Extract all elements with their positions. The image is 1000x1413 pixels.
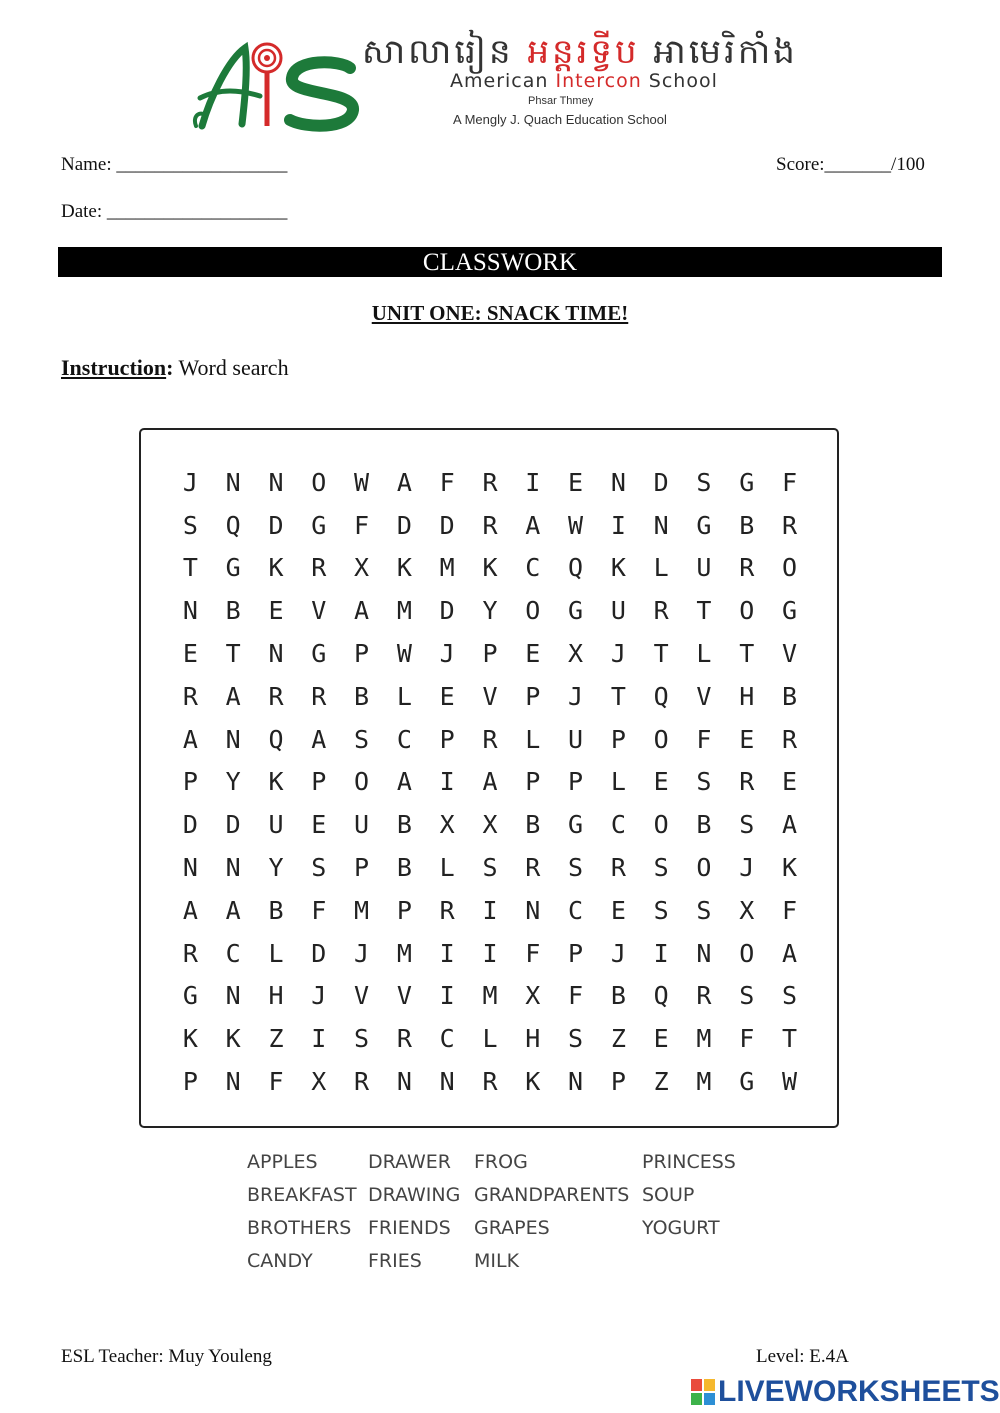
grid-cell[interactable]: S (311, 853, 327, 883)
unit-title: UNIT ONE: SNACK TIME! (371, 301, 629, 325)
grid-cell[interactable]: F (696, 724, 712, 754)
grid-cell[interactable]: G (568, 596, 584, 626)
grid-cell[interactable]: H (739, 681, 755, 711)
grid-cell[interactable]: R (311, 553, 327, 583)
grid-cell[interactable]: P (482, 639, 498, 669)
grid-cell[interactable]: I (439, 938, 455, 968)
grid-cell[interactable]: D (653, 467, 669, 497)
grid-cell[interactable]: R (739, 553, 755, 583)
instruction-text: Word search (173, 355, 289, 380)
grid-cell[interactable]: L (482, 1024, 498, 1054)
grid-cell[interactable]: F (311, 895, 327, 925)
grid-cell[interactable]: W (354, 467, 370, 497)
grid-cell[interactable]: B (610, 981, 626, 1011)
grid-cell[interactable]: B (354, 681, 370, 711)
grid-cell[interactable]: A (782, 938, 798, 968)
grid-cell[interactable]: X (439, 810, 455, 840)
grid-cell[interactable]: K (182, 1024, 198, 1054)
grid-cell[interactable]: N (225, 853, 241, 883)
instruction-label: Instruction (61, 355, 167, 380)
grid-cell[interactable]: I (439, 981, 455, 1011)
grid-cell[interactable]: R (482, 467, 498, 497)
grid-cell[interactable]: O (354, 767, 370, 797)
grid-cell[interactable]: R (311, 681, 327, 711)
grid-cell[interactable]: L (439, 853, 455, 883)
word-search-puzzle (139, 428, 839, 1128)
score-field[interactable]: Score:_______/100 (776, 154, 925, 175)
grid-cell[interactable]: A (182, 895, 198, 925)
grid-cell[interactable]: O (739, 596, 755, 626)
grid-cell[interactable]: S (182, 510, 198, 540)
word-item: GRAPES (474, 1217, 550, 1239)
school-name-english: American Intercon School (450, 70, 718, 92)
grid-cell[interactable]: B (396, 810, 412, 840)
grid-cell[interactable]: I (610, 510, 626, 540)
grid-cell[interactable]: P (182, 1067, 198, 1097)
grid-cell[interactable]: X (311, 1067, 327, 1097)
grid-cell[interactable]: P (525, 767, 541, 797)
grid-cell[interactable]: R (739, 767, 755, 797)
grid-cell[interactable]: N (653, 510, 669, 540)
grid-cell[interactable]: F (439, 467, 455, 497)
grid-cell[interactable]: I (482, 938, 498, 968)
grid-cell[interactable]: N (225, 1067, 241, 1097)
grid-cell[interactable]: U (268, 810, 284, 840)
word-item: CANDY (247, 1250, 313, 1272)
grid-cell[interactable]: A (311, 724, 327, 754)
grid-cell[interactable]: D (268, 510, 284, 540)
grid-cell[interactable]: J (182, 467, 198, 497)
grid-cell[interactable]: A (525, 510, 541, 540)
grid-cell[interactable]: N (225, 981, 241, 1011)
grid-cell[interactable]: D (396, 510, 412, 540)
grid-cell[interactable]: E (739, 724, 755, 754)
grid-cell[interactable]: E (525, 639, 541, 669)
grid-cell[interactable]: C (225, 938, 241, 968)
grid-cell[interactable]: S (782, 981, 798, 1011)
grid-cell[interactable]: Y (482, 596, 498, 626)
grid-cell[interactable]: S (696, 467, 712, 497)
grid-cell[interactable]: R (782, 510, 798, 540)
grid-cell[interactable]: P (568, 767, 584, 797)
grid-cell[interactable]: P (354, 639, 370, 669)
grid-cell[interactable]: N (610, 467, 626, 497)
grid-cell[interactable]: N (182, 853, 198, 883)
grid-cell[interactable]: K (482, 553, 498, 583)
grid-cell[interactable]: H (525, 1024, 541, 1054)
grid-cell[interactable]: C (396, 724, 412, 754)
grid-cell[interactable]: E (182, 639, 198, 669)
word-item: DRAWING (368, 1184, 461, 1206)
grid-cell[interactable]: K (225, 1024, 241, 1054)
grid-cell[interactable]: L (696, 639, 712, 669)
grid-cell[interactable]: P (311, 767, 327, 797)
word-item: FRIENDS (368, 1217, 451, 1239)
grid-cell[interactable]: M (696, 1067, 712, 1097)
grid-cell[interactable]: M (396, 596, 412, 626)
grid-cell[interactable]: E (653, 1024, 669, 1054)
grid-cell[interactable]: N (396, 1067, 412, 1097)
instruction: Instruction: Word search (61, 355, 289, 380)
grid-cell[interactable]: L (653, 553, 669, 583)
grid-cell[interactable]: P (525, 681, 541, 711)
grid-cell[interactable]: J (739, 853, 755, 883)
grid-cell[interactable]: R (653, 596, 669, 626)
grid-cell[interactable]: K (396, 553, 412, 583)
grid-cell[interactable]: N (525, 895, 541, 925)
word-item: PRINCESS (642, 1151, 736, 1173)
grid-cell[interactable]: R (396, 1024, 412, 1054)
grid-cell[interactable]: A (396, 767, 412, 797)
grid-cell[interactable]: B (696, 810, 712, 840)
grid-cell[interactable]: Q (653, 981, 669, 1011)
grid-cell[interactable]: N (268, 467, 284, 497)
grid-cell[interactable]: V (396, 981, 412, 1011)
grid-cell[interactable]: J (568, 681, 584, 711)
grid-cell[interactable]: B (782, 681, 798, 711)
grid-cell[interactable]: F (354, 510, 370, 540)
grid-cell[interactable]: U (354, 810, 370, 840)
word-item: FROG (474, 1151, 528, 1173)
grid-cell[interactable]: O (739, 938, 755, 968)
grid-cell[interactable]: J (439, 639, 455, 669)
grid-cell[interactable]: V (696, 681, 712, 711)
grid-cell[interactable]: A (482, 767, 498, 797)
grid-cell[interactable]: P (568, 938, 584, 968)
grid-cell[interactable]: A (182, 724, 198, 754)
grid-cell[interactable]: G (311, 510, 327, 540)
grid-cell[interactable]: A (396, 467, 412, 497)
grid-cell[interactable]: D (311, 938, 327, 968)
grid-cell[interactable]: J (311, 981, 327, 1011)
grid-cell[interactable]: V (482, 681, 498, 711)
grid-cell[interactable]: W (396, 639, 412, 669)
word-item: DRAWER (368, 1151, 452, 1173)
grid-cell[interactable]: E (439, 681, 455, 711)
grid-cell[interactable]: J (610, 938, 626, 968)
grid-cell[interactable]: E (782, 767, 798, 797)
grid-cell[interactable]: Y (225, 767, 241, 797)
grid-cell[interactable]: A (225, 681, 241, 711)
grid-cell[interactable]: Z (610, 1024, 626, 1054)
word-item: BROTHERS (247, 1217, 352, 1239)
grid-cell[interactable]: R (439, 895, 455, 925)
grid-cell[interactable]: C (525, 553, 541, 583)
grid-cell[interactable]: N (182, 596, 198, 626)
grid-cell[interactable]: Y (268, 853, 284, 883)
grid-cell[interactable]: R (354, 1067, 370, 1097)
grid-cell[interactable]: K (610, 553, 626, 583)
grid-cell[interactable]: R (182, 681, 198, 711)
grid-cell[interactable]: G (696, 510, 712, 540)
grid-cell[interactable]: S (696, 767, 712, 797)
grid-cell[interactable]: M (396, 938, 412, 968)
grid-cell[interactable]: R (268, 681, 284, 711)
grid-cell[interactable]: P (182, 767, 198, 797)
grid-cell[interactable]: R (696, 981, 712, 1011)
grid-cell[interactable]: Q (268, 724, 284, 754)
grid-cell[interactable]: P (354, 853, 370, 883)
grid-cell[interactable]: E (610, 895, 626, 925)
grid-cell[interactable]: G (568, 810, 584, 840)
grid-cell[interactable]: O (653, 724, 669, 754)
grid-cell[interactable]: T (696, 596, 712, 626)
liveworksheets-icon (690, 1378, 716, 1406)
grid-cell[interactable]: P (396, 895, 412, 925)
word-item: SOUP (642, 1184, 695, 1206)
grid-cell[interactable]: T (225, 639, 241, 669)
grid-cell[interactable]: R (482, 1067, 498, 1097)
grid-cell[interactable]: C (439, 1024, 455, 1054)
liveworksheets-logo[interactable] (690, 1375, 1000, 1409)
grid-cell[interactable]: T (782, 1024, 798, 1054)
grid-cell[interactable]: P (439, 724, 455, 754)
grid-cell[interactable]: E (268, 596, 284, 626)
grid-cell[interactable]: K (525, 1067, 541, 1097)
grid-cell[interactable]: N (568, 1067, 584, 1097)
grid-cell[interactable]: A (354, 596, 370, 626)
word-item: YOGURT (642, 1217, 720, 1239)
grid-cell[interactable]: T (739, 639, 755, 669)
grid-cell[interactable]: V (311, 596, 327, 626)
grid-cell[interactable]: V (782, 639, 798, 669)
grid-cell[interactable]: N (439, 1067, 455, 1097)
grid-cell[interactable]: S (354, 1024, 370, 1054)
grid-cell[interactable]: R (610, 853, 626, 883)
grid-cell[interactable]: I (525, 467, 541, 497)
grid-cell[interactable]: L (268, 938, 284, 968)
grid-cell[interactable]: Z (268, 1024, 284, 1054)
grid-cell[interactable]: Q (653, 681, 669, 711)
grid-cell[interactable]: V (354, 981, 370, 1011)
grid-cell[interactable]: N (225, 724, 241, 754)
grid-cell[interactable]: T (653, 639, 669, 669)
grid-cell[interactable]: F (782, 895, 798, 925)
school-name-khmer: សាលារៀន អន្តរទ្វីប អាមេរិកាំង (362, 32, 798, 72)
school-location: Phsar Thmey (528, 95, 594, 107)
grid-cell[interactable]: B (225, 596, 241, 626)
grid-cell[interactable]: G (739, 467, 755, 497)
grid-cell[interactable]: P (610, 1067, 626, 1097)
grid-cell[interactable]: S (568, 1024, 584, 1054)
grid-cell[interactable]: H (268, 981, 284, 1011)
grid-cell[interactable]: D (182, 810, 198, 840)
grid-cell[interactable]: J (354, 938, 370, 968)
date-field[interactable]: Date: ___________________ (61, 201, 288, 222)
teacher-name: ESL Teacher: Muy Youleng (61, 1346, 272, 1367)
grid-cell[interactable]: P (610, 724, 626, 754)
logo-text: AIS (190, 38, 192, 39)
grid-cell[interactable]: K (268, 553, 284, 583)
grid-cell[interactable]: B (268, 895, 284, 925)
classwork-banner: CLASSWORK (58, 247, 942, 277)
grid-cell[interactable]: B (396, 853, 412, 883)
grid-cell[interactable]: B (525, 810, 541, 840)
grid-cell[interactable]: K (782, 853, 798, 883)
letter-grid[interactable] (169, 461, 811, 1103)
grid-cell[interactable]: X (739, 895, 755, 925)
word-item: BREAKFAST (247, 1184, 357, 1206)
grid-cell[interactable]: J (610, 639, 626, 669)
grid-cell[interactable]: M (439, 553, 455, 583)
grid-cell[interactable]: W (568, 510, 584, 540)
word-item: GRANDPARENTS (474, 1184, 630, 1206)
grid-cell[interactable]: R (482, 724, 498, 754)
grid-cell[interactable]: L (610, 767, 626, 797)
grid-cell[interactable]: I (653, 938, 669, 968)
grid-cell[interactable]: S (739, 810, 755, 840)
grid-cell[interactable]: U (568, 724, 584, 754)
grid-cell[interactable]: S (482, 853, 498, 883)
grid-cell[interactable]: G (182, 981, 198, 1011)
liveworksheets-brand: LIVEWORKSHEETS (718, 1375, 1000, 1408)
grid-cell[interactable]: M (696, 1024, 712, 1054)
grid-cell[interactable]: S (739, 981, 755, 1011)
grid-cell[interactable]: E (311, 810, 327, 840)
grid-cell[interactable]: A (782, 810, 798, 840)
grid-cell[interactable]: G (225, 553, 241, 583)
grid-cell[interactable]: I (439, 767, 455, 797)
grid-cell[interactable]: U (696, 553, 712, 583)
grid-cell[interactable]: T (610, 681, 626, 711)
grid-cell[interactable]: X (482, 810, 498, 840)
grid-cell[interactable]: S (568, 853, 584, 883)
grid-cell[interactable]: S (653, 895, 669, 925)
grid-cell[interactable]: O (782, 553, 798, 583)
grid-cell[interactable]: F (525, 938, 541, 968)
grid-cell[interactable]: X (354, 553, 370, 583)
grid-cell[interactable]: O (653, 810, 669, 840)
grid-cell[interactable]: F (268, 1067, 284, 1097)
school-tagline: A Mengly J. Quach Education School (453, 112, 667, 127)
grid-cell[interactable]: M (354, 895, 370, 925)
school-logo (190, 38, 365, 133)
word-item: APPLES (247, 1151, 318, 1173)
grid-cell[interactable]: I (311, 1024, 327, 1054)
grid-cell[interactable]: R (525, 853, 541, 883)
grid-cell[interactable]: X (568, 639, 584, 669)
grid-cell[interactable]: C (568, 895, 584, 925)
grid-cell[interactable]: Q (225, 510, 241, 540)
grid-cell[interactable]: M (482, 981, 498, 1011)
grid-cell[interactable]: A (225, 895, 241, 925)
grid-cell[interactable]: S (354, 724, 370, 754)
grid-cell[interactable]: I (482, 895, 498, 925)
grid-cell[interactable]: K (268, 767, 284, 797)
grid-cell[interactable]: C (610, 810, 626, 840)
grid-cell[interactable]: R (782, 724, 798, 754)
grid-cell[interactable]: O (311, 467, 327, 497)
grid-cell[interactable]: T (182, 553, 198, 583)
grid-cell[interactable]: D (225, 810, 241, 840)
name-field[interactable]: Name: __________________ (61, 154, 288, 175)
grid-cell[interactable]: W (782, 1067, 798, 1097)
grid-cell[interactable]: D (439, 596, 455, 626)
grid-cell[interactable]: F (568, 981, 584, 1011)
grid-cell[interactable]: N (225, 467, 241, 497)
grid-cell[interactable]: G (739, 1067, 755, 1097)
grid-cell[interactable]: Q (568, 553, 584, 583)
grid-cell[interactable]: R (182, 938, 198, 968)
grid-cell[interactable]: S (653, 853, 669, 883)
grid-cell[interactable]: N (268, 639, 284, 669)
word-item: MILK (474, 1250, 520, 1272)
grid-cell[interactable]: F (739, 1024, 755, 1054)
grid-cell[interactable]: E (568, 467, 584, 497)
level-label: Level: E.4A (756, 1346, 849, 1367)
grid-cell[interactable]: L (525, 724, 541, 754)
grid-cell[interactable]: E (653, 767, 669, 797)
grid-cell[interactable]: X (525, 981, 541, 1011)
grid-cell[interactable]: G (782, 596, 798, 626)
grid-cell[interactable]: B (739, 510, 755, 540)
grid-cell[interactable]: O (525, 596, 541, 626)
grid-cell[interactable]: U (610, 596, 626, 626)
grid-cell[interactable]: L (396, 681, 412, 711)
grid-cell[interactable]: S (696, 895, 712, 925)
grid-cell[interactable]: D (439, 510, 455, 540)
grid-cell[interactable]: G (311, 639, 327, 669)
word-item: FRIES (368, 1250, 422, 1272)
grid-cell[interactable]: Z (653, 1067, 669, 1097)
grid-cell[interactable]: R (482, 510, 498, 540)
grid-cell[interactable]: F (782, 467, 798, 497)
grid-cell[interactable]: O (696, 853, 712, 883)
grid-cell[interactable]: N (696, 938, 712, 968)
